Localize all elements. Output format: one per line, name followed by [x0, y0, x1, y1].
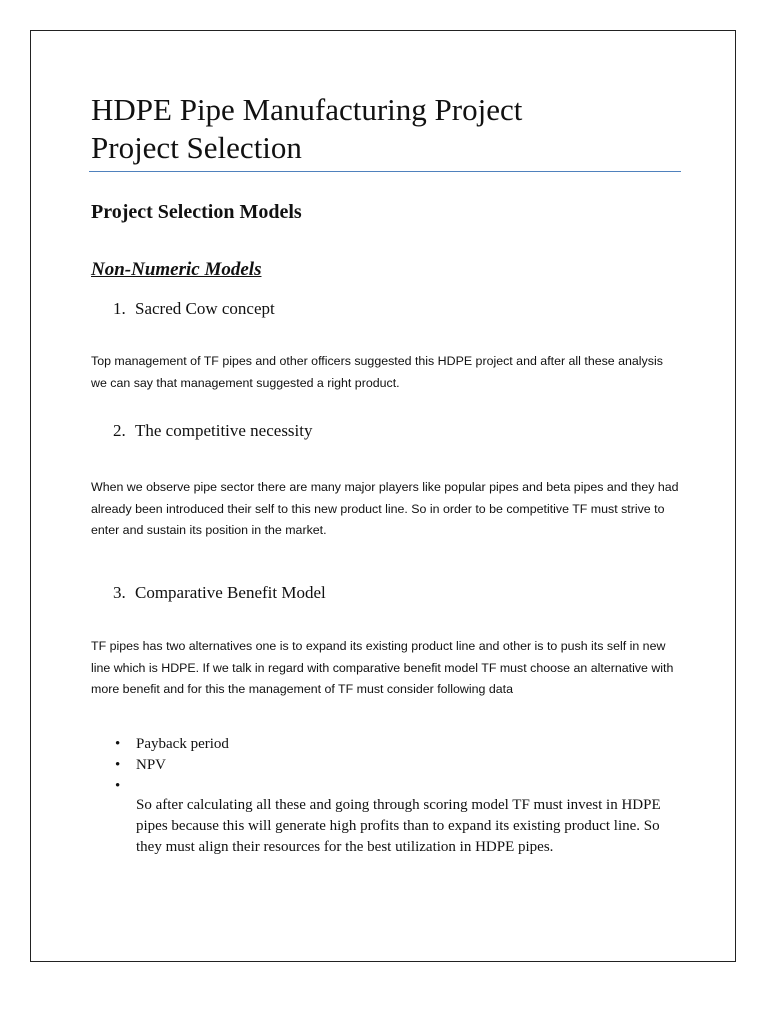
list-number: 3.	[113, 583, 126, 602]
bullet-item	[113, 755, 673, 776]
list-label: The competitive necessity	[135, 421, 313, 440]
bullet-icon: •	[115, 757, 121, 773]
list-item-sacred-cow	[113, 299, 275, 319]
bullet-icon: •	[115, 778, 121, 794]
title-divider	[89, 171, 681, 172]
title-line-2: Project Selection	[91, 130, 302, 165]
list-number: 1.	[113, 299, 126, 318]
list-number: 2.	[113, 421, 126, 440]
list-item-comparative-benefit	[113, 583, 326, 603]
list-item-competitive-necessity	[113, 421, 313, 441]
bullet-icon: •	[115, 736, 121, 752]
section-heading: Project Selection Models	[91, 201, 302, 223]
closing-paragraph: So after calculating all these and going through scoring model TF must invest in HDPE pipes because this will generate high profits than to expand its existing product line. So they must align their resources for the best utilization in HDPE pipes.	[136, 797, 661, 855]
document-page	[30, 30, 736, 962]
list-label: Comparative Benefit Model	[135, 583, 326, 602]
paragraph-sacred-cow: Top management of TF pipes and other officers suggested this HDPE project and after all these analysis we can say that management suggested a right product.	[91, 354, 663, 390]
bullet-text: Payback period	[136, 736, 229, 752]
list-label: Sacred Cow concept	[135, 299, 275, 318]
bullet-text: NPV	[136, 757, 167, 773]
document-title	[91, 91, 522, 167]
title-line-1: HDPE Pipe Manufacturing Project	[91, 92, 523, 127]
paragraph-comparative-benefit: TF pipes has two alternatives one is to expand its existing product line and other is to push its self in new line which is HDPE. If we talk in regard with comparative benefit model TF must choose an alternative with more benefit and for this the management of TF must consider following data	[91, 639, 674, 696]
bullet-item	[113, 734, 673, 755]
subsection-heading: Non-Numeric Models	[91, 259, 262, 280]
bullet-list	[113, 734, 673, 794]
paragraph-competitive-necessity: When we observe pipe sector there are many major players like popular pipes and beta pipes and they had already been introduced their self to this new product line. So in order to be competitive TF must strive to enter and sustain its position in the market.	[91, 480, 679, 537]
